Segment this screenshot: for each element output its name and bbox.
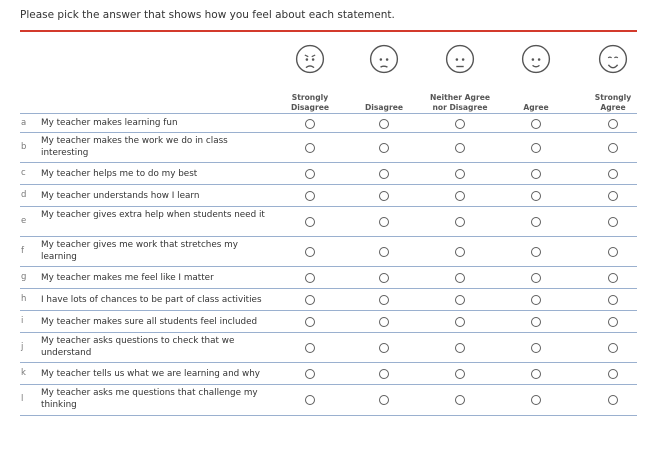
statement-text: My teacher gives me work that stretches my learning	[41, 240, 238, 262]
radio-a-option-3[interactable]	[455, 119, 465, 129]
statement-text: My teacher helps me to do my best	[41, 168, 198, 179]
radio-i-option-4[interactable]	[531, 317, 541, 327]
radio-d-option-2[interactable]	[379, 191, 389, 201]
radio-k-option-3[interactable]	[455, 369, 465, 379]
radio-f-option-1[interactable]	[305, 247, 315, 257]
statement-row	[20, 184, 637, 207]
neutral-face-icon	[420, 44, 500, 74]
statement-text: My teacher makes the work we do in class interesting	[41, 136, 228, 158]
radio-k-option-2[interactable]	[379, 369, 389, 379]
radio-b-option-3[interactable]	[455, 143, 465, 153]
scale-column-label: Strongly Disagree	[290, 93, 330, 112]
statement-text: My teacher gives extra help when students need it	[41, 210, 265, 220]
statement-letter: c	[21, 168, 26, 178]
statement-letter: i	[21, 316, 24, 326]
radio-c-option-1[interactable]	[305, 169, 315, 179]
radio-k-option-5[interactable]	[608, 369, 618, 379]
scale-header	[0, 40, 653, 112]
scale-column-5	[573, 40, 653, 112]
radio-j-option-2[interactable]	[379, 343, 389, 353]
radio-h-option-4[interactable]	[531, 295, 541, 305]
radio-g-option-1[interactable]	[305, 273, 315, 283]
top-rule	[20, 30, 637, 32]
sad-face-icon	[344, 44, 424, 74]
scale-column-label: Agree	[523, 102, 549, 112]
statement-letter: h	[21, 294, 27, 304]
statement-row	[20, 384, 637, 416]
radio-d-option-1[interactable]	[305, 191, 315, 201]
scale-column-label: Disagree	[364, 102, 404, 112]
statement-text: I have lots of chances to be part of class activities	[41, 294, 262, 305]
instructions: Please pick the answer that shows how you feel about each statement.	[20, 9, 395, 21]
radio-a-option-4[interactable]	[531, 119, 541, 129]
radio-f-option-4[interactable]	[531, 247, 541, 257]
radio-f-option-5[interactable]	[608, 247, 618, 257]
radio-c-option-3[interactable]	[455, 169, 465, 179]
statement-row	[20, 288, 637, 311]
statement-text: My teacher makes learning fun	[41, 118, 178, 128]
radio-b-option-5[interactable]	[608, 143, 618, 153]
scale-column-label: Strongly Agree	[594, 93, 632, 112]
radio-k-option-1[interactable]	[305, 369, 315, 379]
statement-text: My teacher asks questions to check that we understand	[41, 336, 235, 358]
statement-row	[20, 310, 637, 333]
radio-l-option-1[interactable]	[305, 395, 315, 405]
radio-i-option-1[interactable]	[305, 317, 315, 327]
statement-row	[20, 266, 637, 289]
radio-l-option-3[interactable]	[455, 395, 465, 405]
very-sad-face-icon	[270, 44, 350, 74]
smile-face-icon	[496, 44, 576, 74]
statement-row	[20, 206, 637, 237]
radio-e-option-1[interactable]	[305, 217, 315, 227]
statement-text: My teacher makes me feel like I matter	[41, 272, 214, 283]
scale-column-1	[270, 40, 350, 112]
statement-letter: k	[21, 368, 26, 378]
radio-e-option-2[interactable]	[379, 217, 389, 227]
radio-k-option-4[interactable]	[531, 369, 541, 379]
radio-g-option-2[interactable]	[379, 273, 389, 283]
radio-a-option-1[interactable]	[305, 119, 315, 129]
radio-f-option-3[interactable]	[455, 247, 465, 257]
statement-letter: d	[21, 190, 27, 200]
statement-letter: e	[21, 216, 27, 226]
radio-h-option-5[interactable]	[608, 295, 618, 305]
radio-i-option-2[interactable]	[379, 317, 389, 327]
radio-c-option-5[interactable]	[608, 169, 618, 179]
statement-letter: g	[21, 272, 27, 282]
statement-row	[20, 132, 637, 163]
statement-letter: l	[21, 394, 24, 404]
statement-text: My teacher makes sure all students feel included	[41, 316, 258, 327]
radio-a-option-2[interactable]	[379, 119, 389, 129]
radio-g-option-3[interactable]	[455, 273, 465, 283]
statement-letter: a	[21, 117, 27, 128]
scale-column-label: Neither Agree nor Disagree	[429, 93, 491, 112]
statement-text: My teacher asks me questions that challenge my thinking	[41, 388, 258, 410]
scale-column-3	[420, 40, 500, 112]
big-smile-face-icon	[573, 44, 653, 74]
radio-d-option-3[interactable]	[455, 191, 465, 201]
statement-letter: j	[21, 342, 24, 352]
statement-row	[20, 236, 637, 267]
radio-c-option-4[interactable]	[531, 169, 541, 179]
radio-h-option-2[interactable]	[379, 295, 389, 305]
radio-e-option-3[interactable]	[455, 217, 465, 227]
statement-letter: f	[21, 246, 24, 256]
radio-j-option-4[interactable]	[531, 343, 541, 353]
radio-d-option-4[interactable]	[531, 191, 541, 201]
statement-text: My teacher tells us what we are learning and why	[41, 368, 261, 379]
statement-text: My teacher understands how I learn	[41, 190, 200, 201]
radio-l-option-4[interactable]	[531, 395, 541, 405]
radio-e-option-4[interactable]	[531, 217, 541, 227]
radio-j-option-5[interactable]	[608, 343, 618, 353]
radio-i-option-5[interactable]	[608, 317, 618, 327]
statement-row	[20, 113, 637, 133]
radio-b-option-4[interactable]	[531, 143, 541, 153]
radio-i-option-3[interactable]	[455, 317, 465, 327]
radio-j-option-1[interactable]	[305, 343, 315, 353]
radio-l-option-5[interactable]	[608, 395, 618, 405]
statement-row	[20, 332, 637, 363]
scale-column-2	[344, 40, 424, 112]
radio-b-option-2[interactable]	[379, 143, 389, 153]
radio-f-option-2[interactable]	[379, 247, 389, 257]
radio-j-option-3[interactable]	[455, 343, 465, 353]
radio-h-option-3[interactable]	[455, 295, 465, 305]
radio-g-option-5[interactable]	[608, 273, 618, 283]
radio-b-option-1[interactable]	[305, 143, 315, 153]
statement-row	[20, 162, 637, 185]
radio-c-option-2[interactable]	[379, 169, 389, 179]
radio-h-option-1[interactable]	[305, 295, 315, 305]
radio-a-option-5[interactable]	[608, 119, 618, 129]
scale-column-4	[496, 40, 576, 112]
radio-d-option-5[interactable]	[608, 191, 618, 201]
radio-e-option-5[interactable]	[608, 217, 618, 227]
statement-letter: b	[21, 142, 27, 152]
radio-g-option-4[interactable]	[531, 273, 541, 283]
radio-l-option-2[interactable]	[379, 395, 389, 405]
statement-row	[20, 362, 637, 385]
